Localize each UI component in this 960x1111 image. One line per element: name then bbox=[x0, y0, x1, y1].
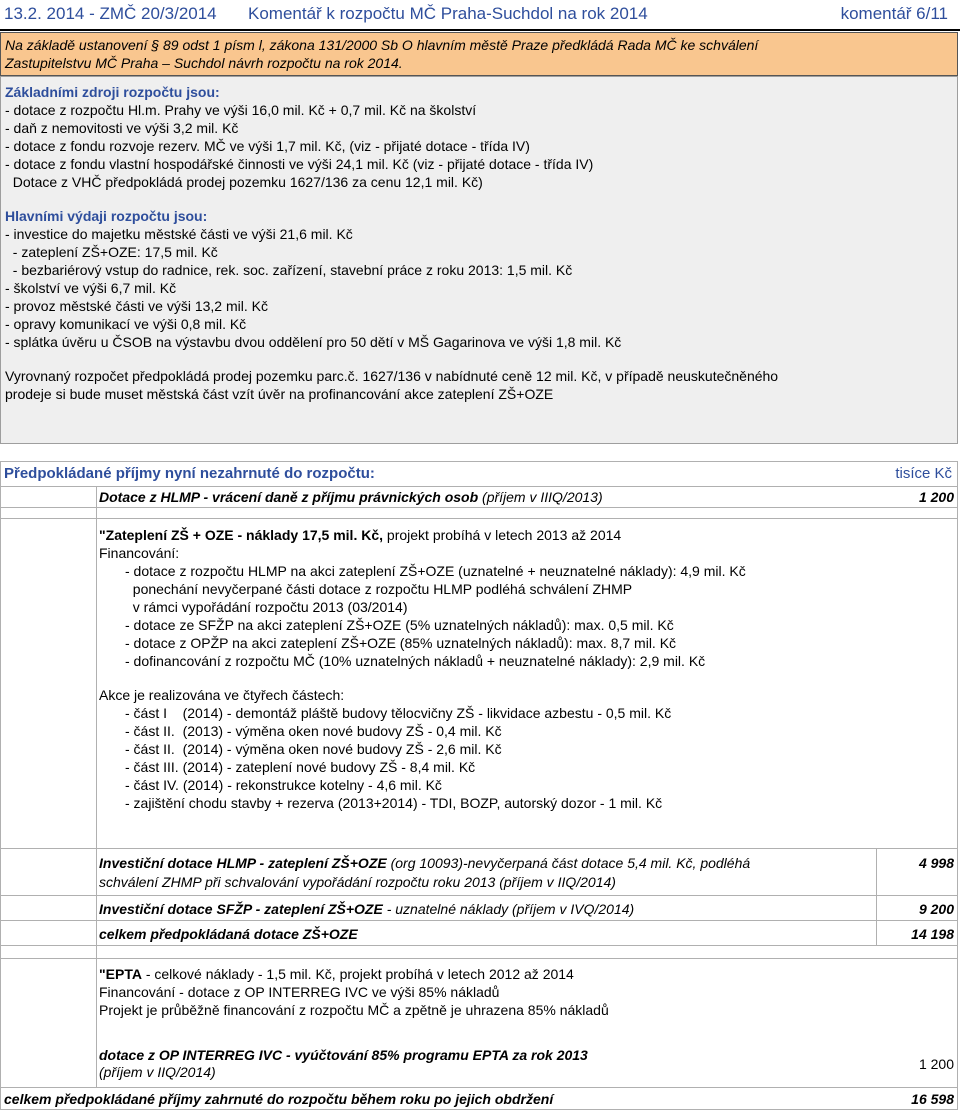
inv-hlmp-bold: Investiční dotace HLMP - zateplení ZŠ+OZE bbox=[99, 855, 387, 871]
zs-financing-line: v rámci vypořádání rozpočtu 2013 (03/2014) bbox=[125, 599, 408, 615]
inv-hlmp-label-1 bbox=[99, 854, 750, 872]
epta-dotace-note: (příjem v IIQ/2014) bbox=[99, 1064, 216, 1080]
balanced-line-2: prodeje si bude muset městská část vzít úvěr na profinancování akce zateplení ZŠ+OZE bbox=[5, 386, 554, 402]
grid-line bbox=[0, 958, 958, 959]
inv-hlmp-label-2: schválení ZHMP při schvalování vypořádání rozpočtu roku 2013 (příjem v IIQ/2014) bbox=[99, 874, 616, 890]
grand-total-value: 16 598 bbox=[911, 1091, 954, 1107]
grand-total-label: celkem předpokládané příjmy zahrnuté do rozpočtu během roku po jejich obdržení bbox=[4, 1091, 554, 1107]
hlmp-row-label-bold: Dotace z HLMP - vrácení daně z příjmu právnických osob bbox=[99, 489, 479, 505]
zs-financing-line: - dotace z rozpočtu HLMP na akci zateplení ZŠ+OZE (uznatelné + neuznatelné náklady): 4,9 mil. Kč bbox=[125, 563, 746, 579]
header-page-ref: komentář 6/11 bbox=[840, 4, 948, 23]
grid-line bbox=[876, 848, 877, 945]
total-zs-value: 14 198 bbox=[911, 926, 954, 942]
source-line: - dotace z fondu rozvoje rezerv. MČ ve výši 1,7 mil. Kč, (viz - přijaté dotace - třída IV) bbox=[5, 138, 530, 154]
grid-line bbox=[0, 518, 958, 519]
zs-title-rest: projekt probíhá v letech 2013 až 2014 bbox=[383, 527, 622, 543]
zs-part-line: - část II. (2013) - výměna oken nové budovy ZŠ - 0,4 mil. Kč bbox=[125, 723, 502, 739]
inv-hlmp-italic: (org 10093)-nevyčerpaná část dotace 5,4 mil. Kč, podléhá bbox=[386, 855, 751, 871]
inv-hlmp-value: 4 998 bbox=[918, 855, 954, 871]
epta-title bbox=[99, 965, 574, 983]
header-rule bbox=[0, 29, 960, 31]
table-heading: Předpokládané příjmy nyní nezahrnuté do rozpočtu: bbox=[4, 465, 375, 482]
source-line: - dotace z rozpočtu Hl.m. Prahy ve výši 16,0 mil. Kč + 0,7 mil. Kč na školství bbox=[5, 102, 477, 118]
zs-financing-line: - dofinancování z rozpočtu MČ (10% uznatelných nákladů + neuznatelné náklady): 2,9 mil. Kč bbox=[125, 653, 706, 669]
epta-line-2: Financování - dotace z OP INTERREG IVC ve výši 85% nákladů bbox=[99, 984, 500, 1000]
epta-title-bold: "EPTA bbox=[99, 966, 142, 982]
header-date-ref: 13.2. 2014 - ZMČ 20/3/2014 bbox=[4, 4, 217, 23]
grid-line bbox=[0, 461, 958, 462]
zs-part-line: - část III. (2014) - zateplení nové budovy ZŠ - 8,4 mil. Kč bbox=[125, 759, 476, 775]
intro-line-2: Zastupitelstvu MČ Praha – Suchdol návrh rozpočtu na rok 2014. bbox=[5, 55, 403, 71]
zs-title-bold: "Zateplení ZŠ + OZE - náklady 17,5 mil. Kč, bbox=[99, 527, 384, 543]
balanced-line-1: Vyrovnaný rozpočet předpokládá prodej pozemku parc.č. 1627/136 v nabídnuté ceně 12 mil. Kč, v případě neuskutečněného bbox=[5, 368, 779, 384]
zs-financing-line: - dotace z OPŽP na akci zateplení ZŠ+OZE (85% uznatelných nákladů): max. 8,7 mil. Kč bbox=[125, 635, 677, 651]
zs-part-line: - část IV. (2014) - rekonstrukce kotelny - 4,6 mil. Kč bbox=[125, 777, 442, 793]
grid-line bbox=[0, 486, 958, 487]
zs-part-line: - zajištění chodu stavby + rezerva (2013+2014) - TDI, BOZP, autorský dozor - 1 mil. Kč bbox=[125, 795, 663, 811]
sources-heading: Základními zdroji rozpočtu jsou: bbox=[5, 84, 220, 100]
budget-summary-section bbox=[0, 76, 958, 444]
expense-line: - provoz městské části ve výši 13,2 mil. Kč bbox=[5, 298, 268, 314]
expense-line: - investice do majetku městské části ve výši 21,6 mil. Kč bbox=[5, 226, 353, 242]
grid-line bbox=[0, 945, 958, 946]
zs-financing-line: ponechání nevyčerpané části dotace z rozpočtu HLMP podléhá schválení ZHMP bbox=[125, 581, 633, 597]
source-line: - dotace z fondu vlastní hospodářské činnosti ve výši 24,1 mil. Kč (viz - přijaté dotace - třída IV) bbox=[5, 156, 594, 172]
grid-line bbox=[0, 1087, 958, 1088]
expense-line: - opravy komunikací ve výši 0,8 mil. Kč bbox=[5, 316, 247, 332]
header-title: Komentář k rozpočtu MČ Praha-Suchdol na rok 2014 bbox=[248, 4, 648, 23]
expenses-heading: Hlavními výdaji rozpočtu jsou: bbox=[5, 208, 208, 224]
grid-line bbox=[96, 486, 97, 1087]
zs-financing-label: Financování: bbox=[99, 545, 180, 561]
zs-part-line: - část I (2014) - demontáž pláště budovy tělocvičny ZŠ - likvidace azbestu - 0,5 mil. Kč bbox=[125, 705, 672, 721]
unit-label: tisíce Kč bbox=[895, 465, 952, 482]
grid-line bbox=[0, 461, 1, 1109]
inv-sfzp-italic: - uznatelné náklady (příjem v IVQ/2014) bbox=[382, 901, 635, 917]
hlmp-row-label bbox=[99, 488, 603, 506]
grid-line bbox=[0, 920, 958, 921]
expense-line: - školství ve výši 6,7 mil. Kč bbox=[5, 280, 177, 296]
intro-line-1: Na základě ustanovení § 89 odst 1 písm l, zákona 131/2000 Sb O hlavním městě Praze předkládá Rada MČ ke schválení bbox=[5, 37, 759, 53]
intro-box bbox=[0, 32, 958, 76]
expense-line: - bezbariérový vstup do radnice, rek. soc. zařízení, stavební práce z roku 2013: 1,5 mil. Kč bbox=[5, 262, 573, 278]
zs-financing-line: - dotace ze SFŽP na akci zateplení ZŠ+OZE (5% uznatelných nákladů): max. 0,5 mil. Kč bbox=[125, 617, 674, 633]
epta-title-rest: - celkové náklady - 1,5 mil. Kč, projekt probíhá v letech 2012 až 2014 bbox=[141, 966, 574, 982]
inv-sfzp-value: 9 200 bbox=[918, 901, 954, 917]
expense-line: - splátka úvěru u ČSOB na výstavbu dvou oddělení pro 50 dětí v MŠ Gagarinova ve výši 1,8 mil. Kč bbox=[5, 334, 622, 350]
page-header bbox=[0, 0, 960, 30]
source-line: - daň z nemovitosti ve výši 3,2 mil. Kč bbox=[5, 120, 239, 136]
inv-sfzp-label bbox=[99, 900, 634, 918]
total-zs-label: celkem předpokládaná dotace ZŠ+OZE bbox=[99, 926, 358, 942]
hlmp-row-label-italic: (příjem v IIIQ/2013) bbox=[478, 489, 603, 505]
inv-sfzp-bold: Investiční dotace SFŽP - zateplení ZŠ+OZE bbox=[99, 901, 383, 917]
expense-line: - zateplení ZŠ+OZE: 17,5 mil. Kč bbox=[5, 244, 218, 260]
grid-line bbox=[957, 461, 958, 1109]
grid-line bbox=[0, 507, 958, 508]
grid-line bbox=[0, 1109, 958, 1110]
epta-dotace-label: dotace z OP INTERREG IVC - vyúčtování 85% programu EPTA za rok 2013 bbox=[99, 1047, 588, 1063]
zs-parts-label: Akce je realizována ve čtyřech částech: bbox=[99, 687, 345, 703]
epta-line-3: Projekt je průběžně financování z rozpočtu MČ a zpětně je uhrazena 85% nákladů bbox=[99, 1002, 609, 1018]
source-line: Dotace z VHČ předpokládá prodej pozemku 1627/136 za cenu 12,1 mil. Kč) bbox=[5, 174, 483, 190]
epta-dotace-value: 1 200 bbox=[918, 1056, 954, 1072]
grid-line bbox=[0, 848, 958, 849]
hlmp-row-value: 1 200 bbox=[918, 489, 954, 505]
zs-part-line: - část II. (2014) - výměna oken nové budovy ZŠ - 2,6 mil. Kč bbox=[125, 741, 502, 757]
zs-title bbox=[99, 526, 621, 544]
grid-line bbox=[0, 895, 958, 896]
